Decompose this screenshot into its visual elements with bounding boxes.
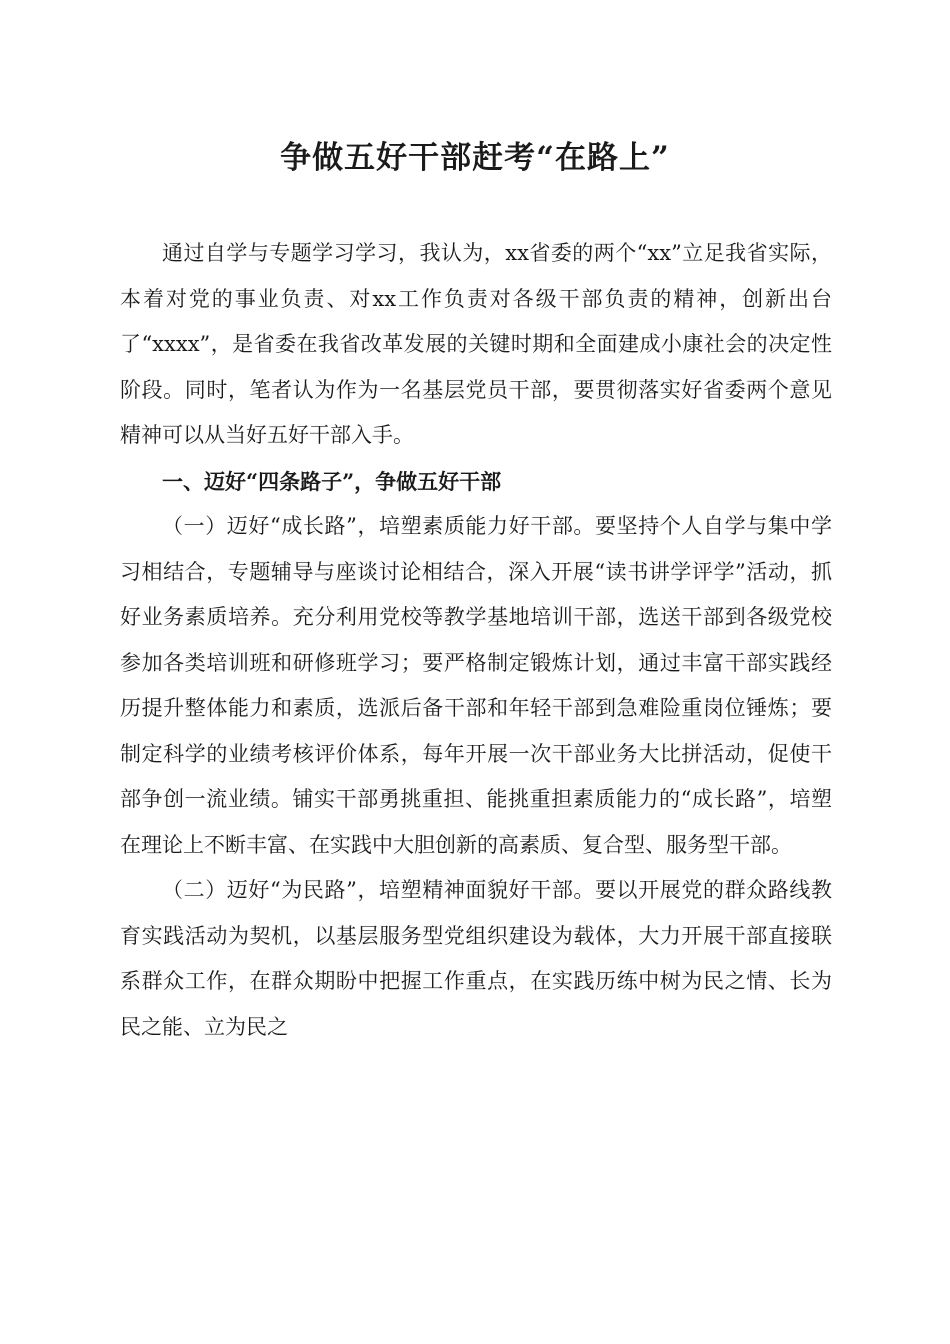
subsection-paragraph-growth: （一）迈好“成长路”，培塑素质能力好干部。要坚持个人自学与集中学习相结合，专题辅导与座谈讨论相结合，深入开展“读书讲学评学”活动，抓好业务素质培养。充分利用党校等教学基地培训干部，选送干部到各级党校参加各类培训班和研修班学习；要严格制定锻炼计划，通过丰富干部实践经历提升整体能力和素质，选派后备干部和年轻干部到急难险重岗位锤炼；要制定科学的业绩考核评价体系，每年开展一次干部业务大比拼活动，促使干部争创一流业绩。铺实干部勇挑重担、能挑重担素质能力的“成长路”，培塑在理论上不断丰富、在实践中大胆创新的高素质、复合型、服务型干部。: [120, 514, 832, 857]
subsection-paragraph-people: （二）迈好“为民路”，培塑精神面貌好干部。要以开展党的群众路线教育实践活动为契机，以基层服务型党组织建设为载体，大力开展干部直接联系群众工作，在群众期盼中把握工作重点，在实践历练中树为民之情、长为民之能、立为民之: [120, 878, 832, 1039]
intro-paragraph: 通过自学与专题学习学习，我认为，xx省委的两个“xx”立足我省实际，本着对党的事业负责、对xx工作负责对各级干部负责的精神，创新出台了“xxxx”，是省委在我省改革发展的关键时期和全面建成小康社会的决定性阶段。同时，笔者认为作为一名基层党员干部，要贯彻落实好省委两个意见精神可以从当好五好干部入手。: [120, 241, 832, 447]
section-heading: 一、迈好“四条路子”，争做五好干部: [162, 468, 502, 494]
document-title: 争做五好干部赶考“在路上”: [280, 140, 670, 176]
document-body: [120, 231, 832, 1050]
